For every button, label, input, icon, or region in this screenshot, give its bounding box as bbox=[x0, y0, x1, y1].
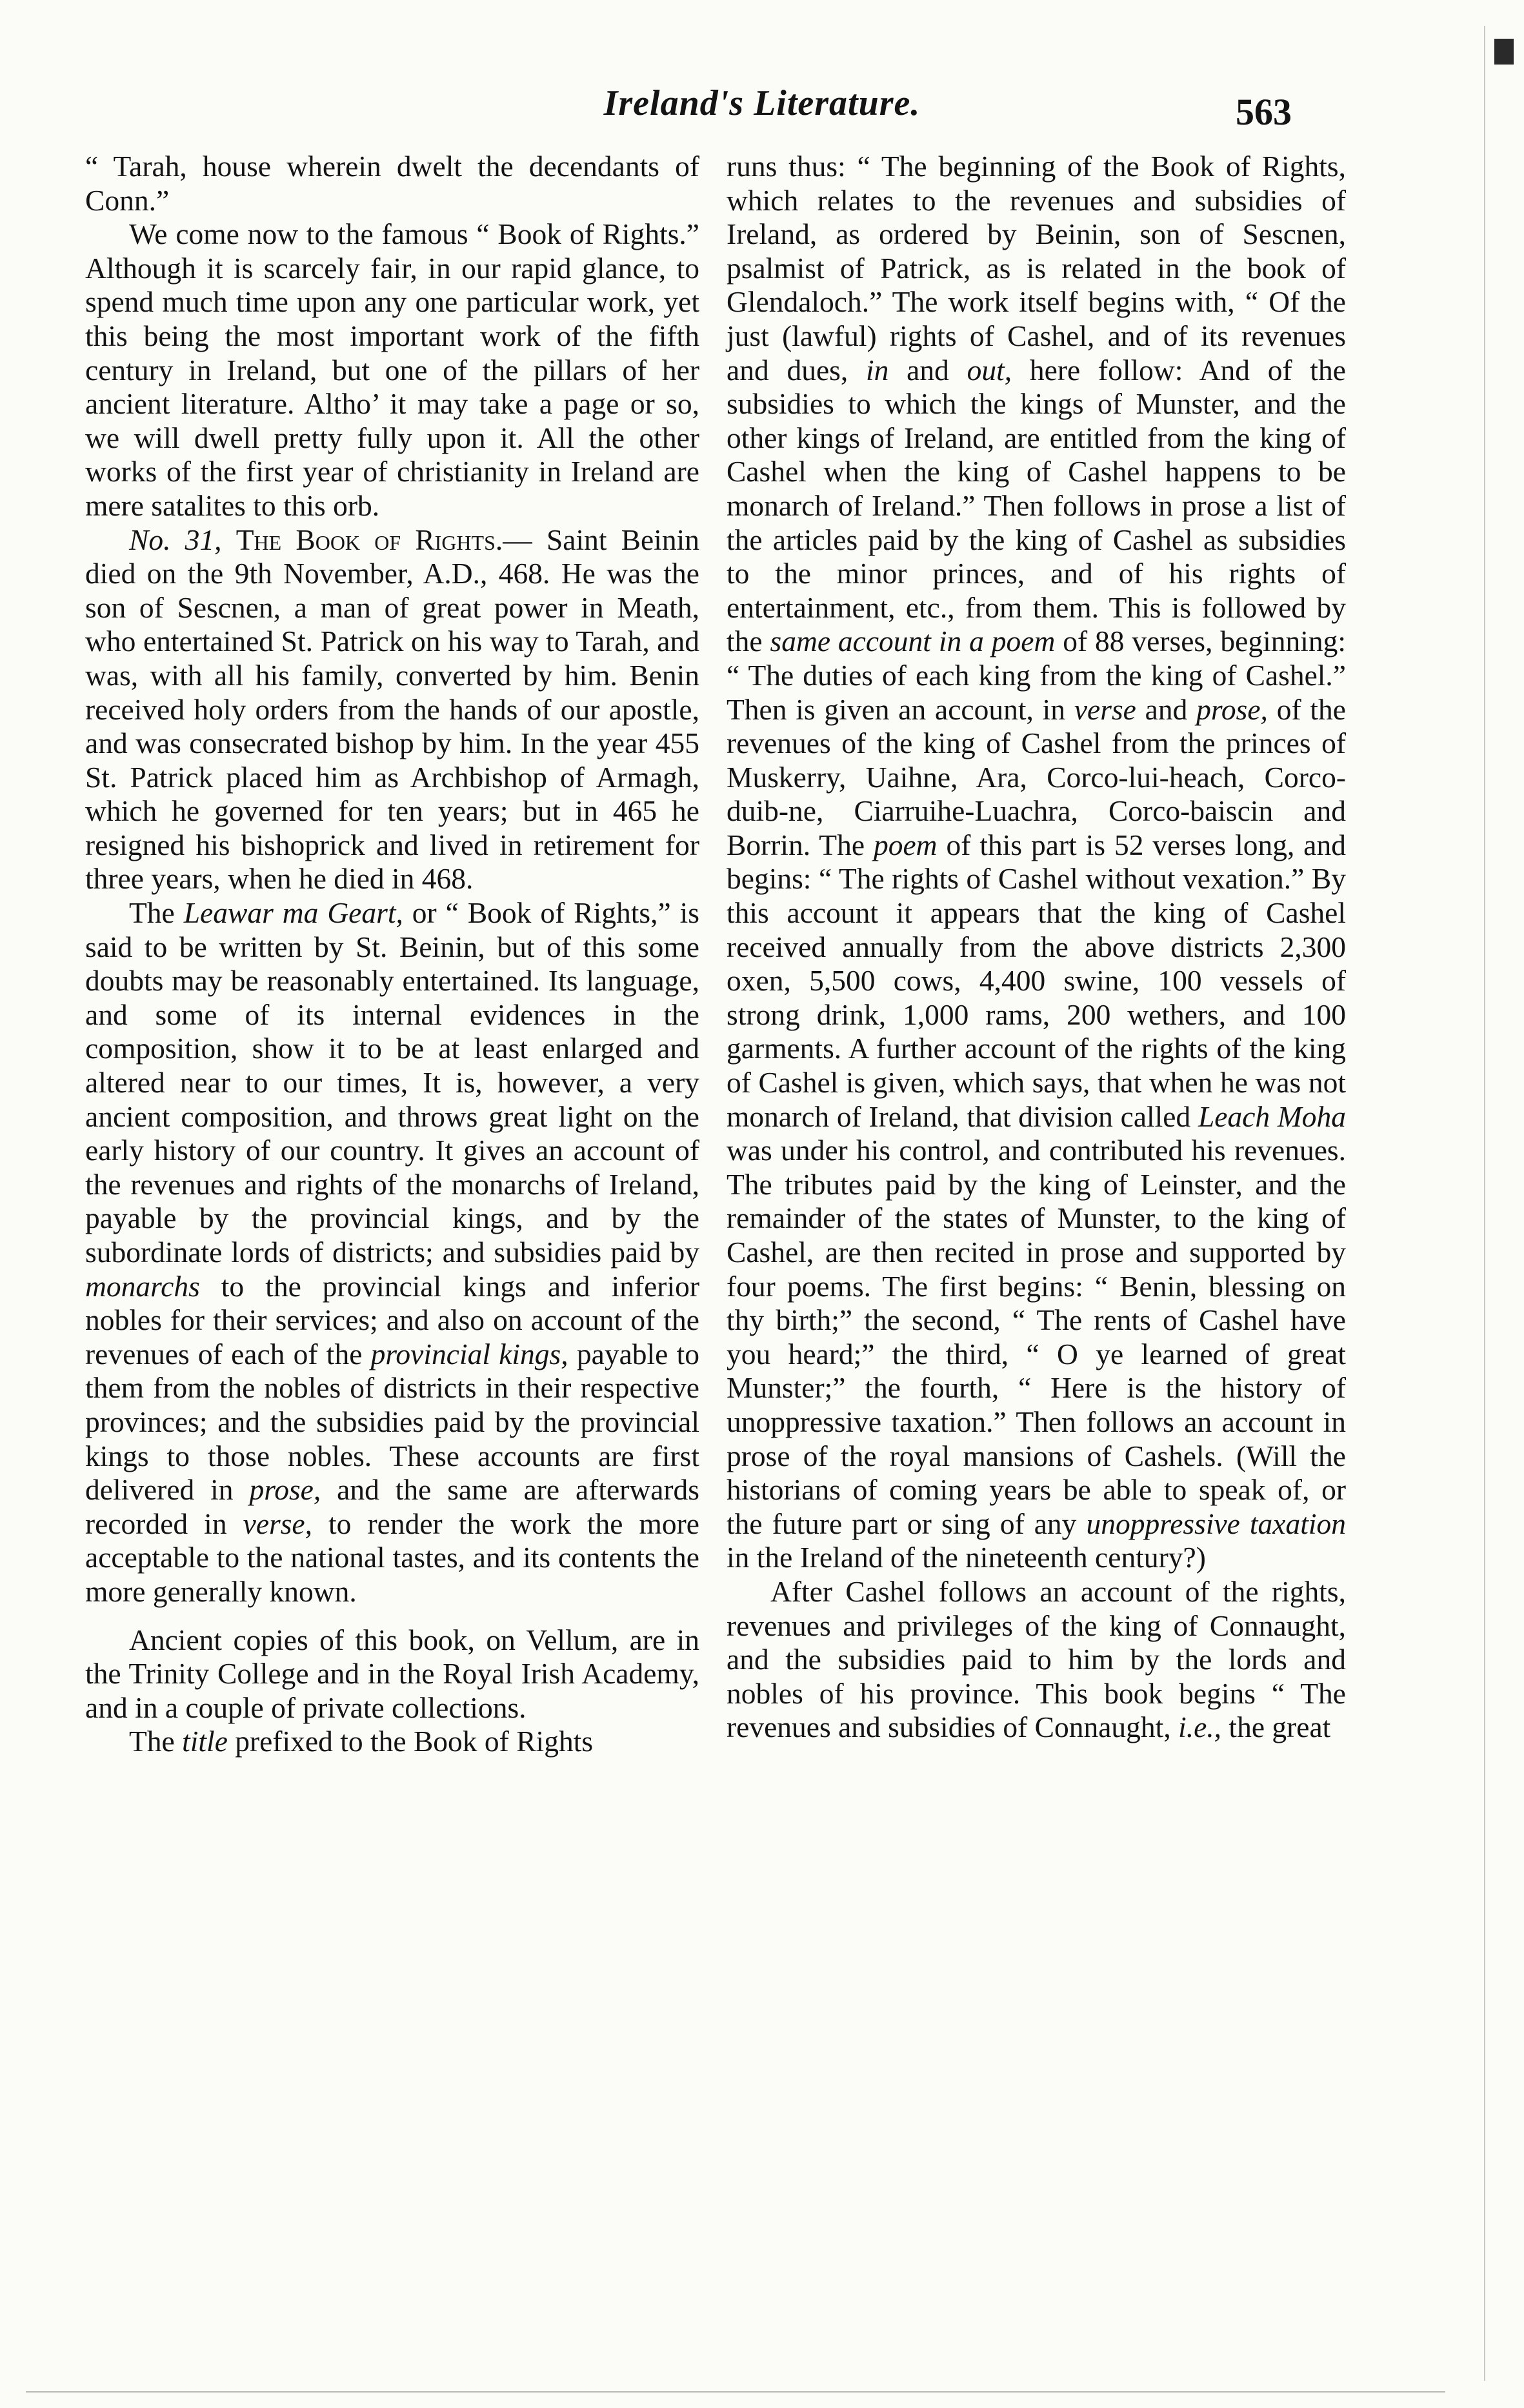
text-run: The bbox=[129, 1725, 175, 1758]
running-header-title: Ireland's Literature. bbox=[603, 83, 921, 123]
paragraph-leawar-ma-geart bbox=[85, 896, 699, 1609]
paragraph-after-cashel bbox=[727, 1575, 1346, 1745]
emphasis-monarchs: monarchs bbox=[85, 1269, 200, 1303]
emphasis-prose: prose, bbox=[1196, 692, 1268, 726]
text-run: the great bbox=[1221, 1711, 1331, 1744]
text-run: was under his control, and contributed his revenues. The tributes paid by the king of Leinster, and the remainder of the states of Munster, to the king of Cashel, are then recited in prose and supported by four poems. The first begins: “ Benin, blessing on thy birth;” the second, “ The rents of Cashel have you heard;” the third, “ O ye learned of great Munster;” the fourth, “ Here is the history of unoppressive taxation.” Then follows an account in prose of the royal mansions of Cashels. (Will the historians of coming years be able to speak of, or the future part or sing of any bbox=[727, 1134, 1346, 1540]
paragraph-title-prefixed bbox=[85, 1725, 699, 1759]
emphasis-verse: verse bbox=[1074, 692, 1136, 726]
emphasis-same-account: same account in a poem bbox=[770, 625, 1056, 658]
emphasis-poem: poem bbox=[873, 828, 937, 861]
emphasis-in: in bbox=[866, 353, 889, 386]
text-run: The bbox=[129, 896, 175, 930]
emphasis-title: title bbox=[182, 1725, 228, 1758]
text-run: and bbox=[888, 353, 967, 386]
text-run: or “ Book of Rights,” is said to be written by St. Beinin, but of this some doubts may be reasonably entertained. Its language, and some of its internal evidences in the composition, show it to be at least enlarged and altered near to our times, It is, however, a very ancient composition, and throws great light on the early history of our country. It gives an account of the revenues and rights of the monarchs of Ireland, payable by the provincial kings, and by the subordinate lords of districts; and subsidies paid by bbox=[85, 896, 699, 1269]
page-bottom-edge bbox=[26, 2391, 1445, 2393]
binding-mark bbox=[1494, 39, 1514, 65]
paragraph-ancient-copies: Ancient copies of this book, on Vellum, are in the Trinity College and in the Royal Irish Academy, and in a couple of private collections. bbox=[85, 1623, 699, 1724]
text-run: of this part is 52 verses long, and begins: “ The rights of Cashel without vexation.” By this account it appears that the king of Cashel received annually from the above districts 2,300 oxen, 5,500 cows, 4,400 swine, 100 vessels of strong drink, 1,000 rams, 200 wethers, and 100 garments. A further account of the rights of the king of Cashel is given, which says, that when he was not monarch of Ireland, that division called bbox=[727, 828, 1346, 1133]
emphasis-ie: i.e., bbox=[1178, 1711, 1222, 1744]
emphasis-prose: prose, bbox=[249, 1473, 321, 1507]
entry-heading: The Book of Rights. bbox=[236, 523, 503, 556]
text-run: and the same are afterwards recorded in bbox=[85, 1473, 700, 1540]
paragraph-runs-thus bbox=[727, 150, 1346, 1575]
page-number: 563 bbox=[1236, 91, 1292, 133]
text-run: here follow: And of the subsidies to which the kings of Munster, and the other kings of Ireland, are entitled from the king of Cashel when the king of Cashel happens to be monarch of Ireland.” Then follows in prose a list of the articles paid by the king of Cashel as subsidies to the minor princes, and of his rights of entertainment, etc., from them. This is followed by the bbox=[727, 353, 1346, 658]
text-run: of 88 verses, beginning: “ The duties of each king from the king of Cashel.” Then is given an account, in bbox=[727, 625, 1347, 726]
text-run: prefixed to the Book of Rights bbox=[227, 1725, 594, 1758]
text-run: and bbox=[1136, 692, 1188, 726]
emphasis-verse: verse, bbox=[243, 1507, 312, 1540]
book-title-irish: Leawar ma Geart, bbox=[183, 896, 403, 930]
emphasis-provincial-kings: provincial kings, bbox=[370, 1337, 568, 1370]
left-column bbox=[85, 150, 699, 1759]
emphasis-unoppressive-taxation: unoppressive taxation bbox=[1086, 1507, 1347, 1540]
binding-edge bbox=[1484, 26, 1505, 2381]
text-run: to render the work the more acceptable to the national tastes, and its contents the more generally known. bbox=[85, 1507, 700, 1608]
paragraph-book-of-rights-intro: We come now to the famous “ Book of Rights.” Although it is scarcely fair, in our rapid glance, to spend much time upon any one particular work, yet this being the most important work of the fifth century in Ireland, but one of the pillars of her ancient literature. Altho’ it may take a page or so, we will dwell pretty fully upon it. All the other works of the first year of christianity in Ireland are mere satalites to this orb. bbox=[85, 217, 699, 522]
emphasis-out: out, bbox=[967, 353, 1012, 386]
text-run: in the Ireland of the nineteenth century?) bbox=[727, 1541, 1206, 1574]
paragraph-tarah-quote: “ Tarah, house wherein dwelt the decendants of Conn.” bbox=[85, 150, 699, 217]
text-run: of the revenues of the king of Cashel from the princes of Muskerry, Uaihne, Ara, Corco-lui-heach, Corco-duib-ne, Ciarruihe-Luachra, Corco-baiscin and Borrin. The bbox=[727, 692, 1347, 861]
entry-number: No. 31, bbox=[129, 523, 222, 556]
text-run: After Cashel follows an account of the rights, revenues and privileges of the king of Connaught, and the subsidies paid to him by the lords and nobles of his province. This book begins “ The revenues and subsidies of Connaught, bbox=[727, 1574, 1346, 1744]
text-run: to the provincial kings and inferior nobles for their services; and also on account of the revenues of each of the bbox=[85, 1269, 699, 1370]
right-column bbox=[727, 150, 1346, 1745]
paragraph-no-31 bbox=[85, 523, 699, 897]
text-run: runs thus: “ The beginning of the Book of Rights, which relates to the revenues and subsidies of Ireland, as ordered by Beinin, son of Sescnen, psalmist of Patrick, as is related in the book of Glendaloch.” The work itself begins with, “ Of the just (lawful) rights of Cashel, and of its revenues and dues, bbox=[727, 150, 1346, 386]
text-run: payable to them from the nobles of districts in their respective provinces; and the subsidies paid by the provincial kings to those nobles. These accounts are first delivered in bbox=[85, 1337, 699, 1507]
emphasis-leach-moha: Leach Moha bbox=[1198, 1099, 1346, 1133]
entry-body: — Saint Beinin died on the 9th November, A.D., 468. He was the son of Sescnen, a man of great power in Meath, who entertained St. Patrick on his way to Tarah, and was, with all his family, converted by him. Benin received holy orders from the hands of our apostle, and was consecrated bishop by him. In the year 455 St. Patrick placed him as Archbishop of Armagh, which he governed for ten years; but in 465 he resigned his bishoprick and lived in retirement for three years, when he died in 468. bbox=[85, 523, 699, 896]
